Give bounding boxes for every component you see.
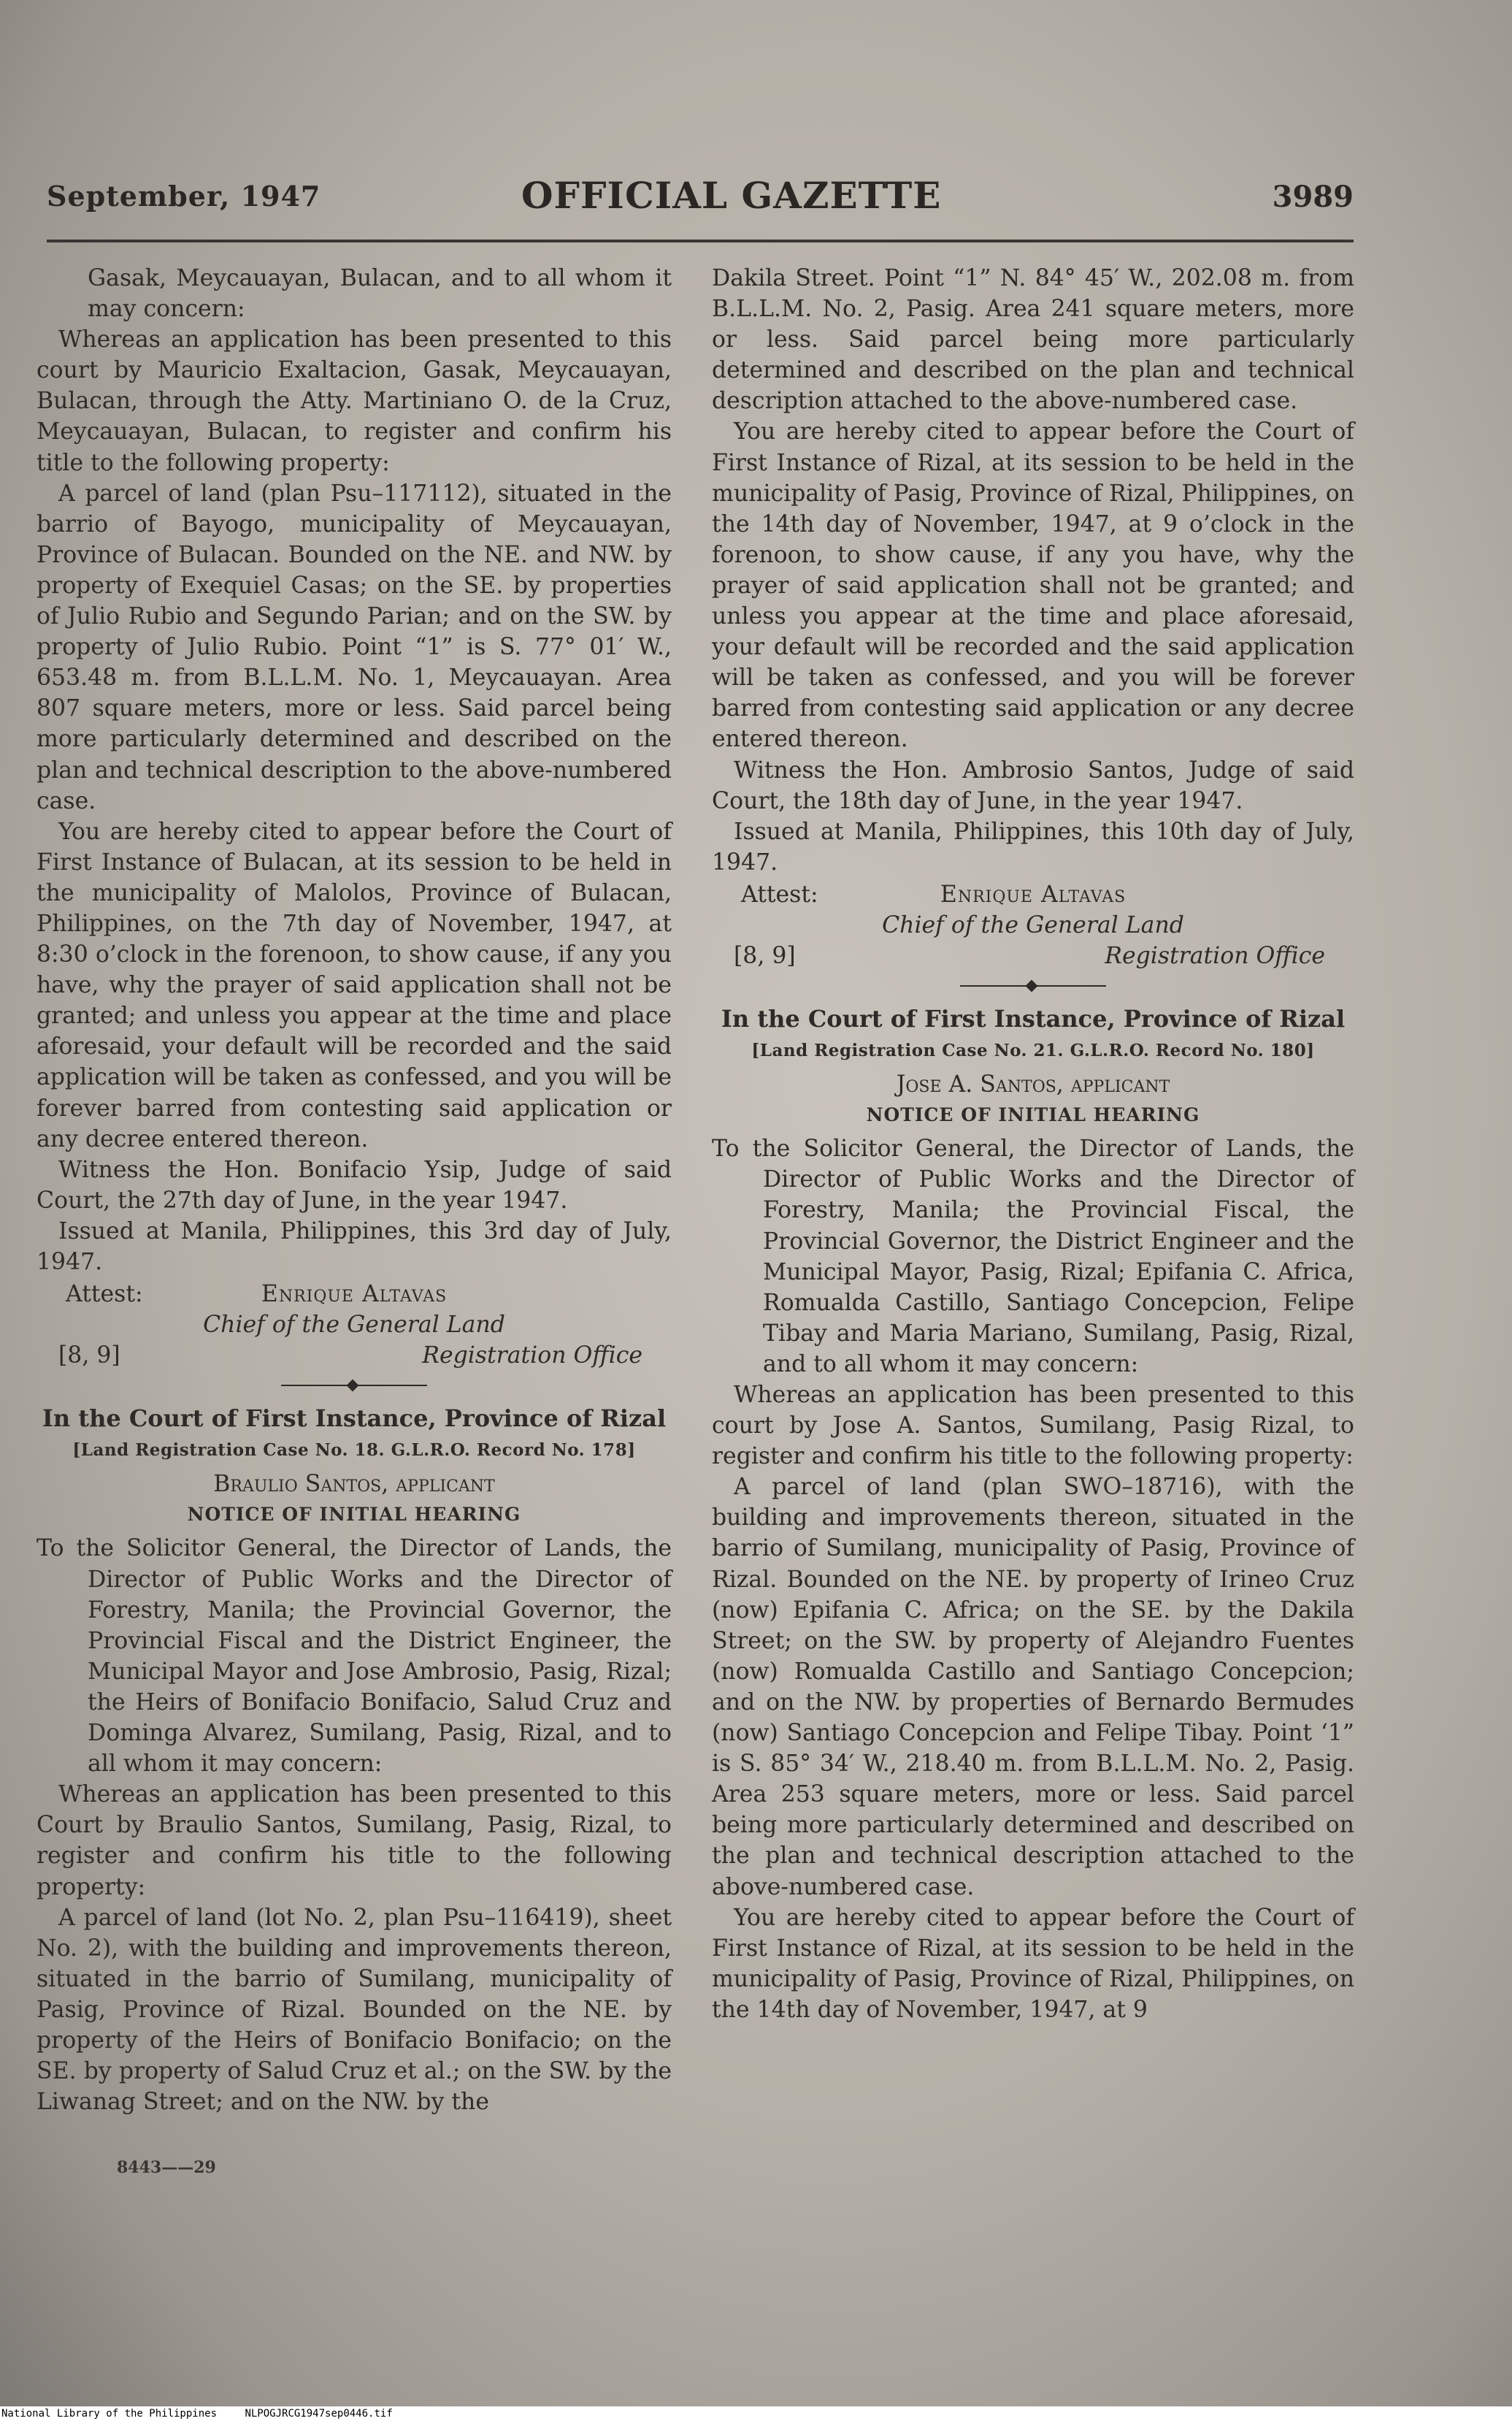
notice-heading: NOTICE OF INITIAL HEARING <box>187 1504 521 1526</box>
issue-date: September, 1947 <box>47 180 321 213</box>
case-number: [Land Registration Case No. 18. G.L.R.O. Record No. 178] <box>72 1440 636 1461</box>
attestation <box>37 1279 672 1371</box>
paragraph: Whereas an application has been presented to this Court by Braulio Santos, Sumilang, Pasig, Rizal, to register and confirm his title to the following property: <box>37 1781 672 1900</box>
diamond-ornament-icon <box>1026 979 1038 992</box>
paragraph: Issued at Manila, Philippines, this 10th day of July, 1947. <box>712 818 1354 876</box>
case-number: [Land Registration Case No. 21. G.L.R.O. Record No. 180] <box>751 1040 1315 1060</box>
issue-reference: [8, 9] <box>734 942 796 969</box>
applicant-name: Jose A. Santos, applicant <box>896 1071 1170 1098</box>
library-credit: National Library of the Philippines <box>1 2408 218 2420</box>
attest-label: Attest: <box>66 1281 143 1308</box>
court-heading: In the Court of First Instance, Province of Rizal <box>42 1404 667 1433</box>
paragraph: You are hereby cited to appear before the Court of First Instance of Rizal, at its session to be held in the municipality of Pasig, Province of Rizal, Philippines, on the 14th day of November, 1947, at 9 o’clock in the forenoon, to show cause, if any you have, why the prayer of said application shall not be granted; and unless you appear at the time and place aforesaid, your default will be recorded and the said application will be taken as confessed, and you will be forever barred from contesting said application or any decree entered thereon. <box>712 418 1354 753</box>
paragraph: Issued at Manila, Philippines, this 3rd day of July, 1947. <box>37 1217 672 1275</box>
attest-label: Attest: <box>741 881 818 908</box>
addressees: To the Solicitor General, the Director of Lands, the Director of Public Works and the Director of Forestry, Manila; the Provincial Governor, the Provincial Fiscal and the District Engineer, the Municipal Mayor and Jose Ambrosio, Pasig, Rizal; the Heirs of Bonifacio Bonifacio, Salud Cruz and Dominga Alvarez, Sumilang, Pasig, Rizal, and to all whom it may concern: <box>37 1535 672 1778</box>
section-divider <box>37 1371 672 1400</box>
signer-office: Registration Office <box>422 1342 642 1369</box>
print-code: 8443——29 <box>117 2158 216 2177</box>
issue-reference: [8, 9] <box>58 1342 120 1369</box>
applicant-name: Braulio Santos, applicant <box>213 1471 495 1498</box>
paragraph: Witness the Hon. Bonifacio Ysip, Judge of said Court, the 27th day of June, in the year 1947. <box>37 1156 672 1214</box>
court-heading: In the Court of First Instance, Province of Rizal <box>721 1004 1346 1033</box>
notice-heading: NOTICE OF INITIAL HEARING <box>866 1104 1200 1126</box>
attestation <box>712 879 1354 971</box>
diamond-ornament-icon <box>347 1380 359 1392</box>
paragraph: You are hereby cited to appear before the Court of First Instance of Bulacan, at its session to be held in the municipality of Malolos, Province of Bulacan, Philippines, on the 7th day of November, 1947, at 8:30 o’clock in the forenoon, to show cause, if any you have, why the prayer of said application shall not be granted; and unless you appear at the time and place aforesaid, your default will be recorded and the said application will be taken as confessed, and you will be forever barred from contesting said application or any decree entered thereon. <box>37 818 672 1152</box>
addressees: To the Solicitor General, the Director of Lands, the Director of Public Works and the Director of Forestry, Manila; the Provincial Fiscal, the Provincial Governor, the District Engineer and the Municipal Mayor, Pasig, Rizal; Epifania C. Africa, Romualda Castillo, Santiago Concepcion, Felipe Tibay and Maria Mariano, Sumilang, Pasig, Rizal, and to all whom it may concern: <box>712 1136 1354 1377</box>
signer-name: Enrique Altavas <box>261 1281 448 1308</box>
paragraph: A parcel of land (plan SWO–18716), with the building and improvements thereon, situated in the barrio of Sumilang, municipality of Pasig, Province of Rizal. Bounded on the NE. by property of Irineo Cruz (now) Epifania C. Africa; on the SE. by the Dakila Street; on the SW. by property of Alejandro Fuentes (now) Romualda Castillo and Santiago Concepcion; and on the NW. by properties of Bernardo Bermudes (now) Santiago Concepcion and Felipe Tibay. Point ‘1” is S. 85° 34′ W., 218.40 m. from B.L.L.M. No. 2, Pasig. Area 253 square meters, more or less. Said parcel being more particularly determined and described on the plan and technical description attached to the above-numbered case. <box>712 1474 1354 1900</box>
signer-title: Chief of the General Land <box>882 911 1184 938</box>
paragraph: You are hereby cited to appear before the Court of First Instance of Rizal, at its session to be held in the municipality of Pasig, Province of Rizal, Philippines, on the 14th day of November, 1947, at 9 <box>712 1904 1354 2023</box>
page-number: 3989 <box>1272 180 1354 214</box>
scan-filename: NLPOGJRCG1947sep0446.tif <box>245 2408 393 2420</box>
paragraph: A parcel of land (lot No. 2, plan Psu–116419), sheet No. 2), with the building and improvements thereon, situated in the barrio of Sumilang, municipality of Pasig, Province of Rizal. Bounded on the NE. by property of the Heirs of Bonifacio Bonifacio; on the SE. by property of Salud Cruz et al.; on the SW. by the Liwanag Street; and on the NW. by the <box>37 1904 672 2116</box>
signer-office: Registration Office <box>1105 942 1325 969</box>
paragraph: A parcel of land (plan Psu–117112), situated in the barrio of Bayogo, municipality of Meycauayan, Province of Bulacan. Bounded on the NE. and NW. by property of Exequiel Casas; on the SE. by properties of Julio Rubio and Segundo Parian; and on the SW. by property of Julio Rubio. Point “1” is S. 77° 01′ W., 653.48 m. from B.L.L.M. No. 1, Meycauayan. Area 807 square meters, more or less. Said parcel being more particularly determined and described on the plan and technical description to the above-numbered case. <box>37 480 672 814</box>
paragraph: Dakila Street. Point “1” N. 84° 45′ W., 202.08 m. from B.L.L.M. No. 2, Pasig. Area 241 square meters, more or less. Said parcel being more particularly determined and described on the plan and technical description attached to the above-numbered case. <box>712 265 1354 415</box>
paragraph: Witness the Hon. Ambrosio Santos, Judge of said Court, the 18th day of June, in the year 1947. <box>712 757 1354 814</box>
page-header <box>47 174 1354 225</box>
header-rule <box>47 240 1354 242</box>
section-divider <box>712 971 1354 1001</box>
left-column <box>37 263 672 2117</box>
scan-footer <box>0 2406 1512 2421</box>
paragraph: Whereas an application has been presented to this court by Mauricio Exaltacion, Gasak, Meycauayan, Bulacan, through the Atty. Martiniano O. de la Cruz, Meycauayan, Bulacan, to register and confirm his title to the following property: <box>37 326 672 476</box>
signer-name: Enrique Altavas <box>940 881 1127 908</box>
paragraph: Gasak, Meycauayan, Bulacan, and to all whom it may concern: <box>88 265 672 323</box>
paragraph: Whereas an application has been presented to this court by Jose A. Santos, Sumilang, Pasig Rizal, to register and confirm his title to the following property: <box>712 1382 1354 1470</box>
right-column <box>712 263 1354 2025</box>
signer-title: Chief of the General Land <box>203 1312 505 1339</box>
publication-title: OFFICIAL GAZETTE <box>521 174 942 217</box>
